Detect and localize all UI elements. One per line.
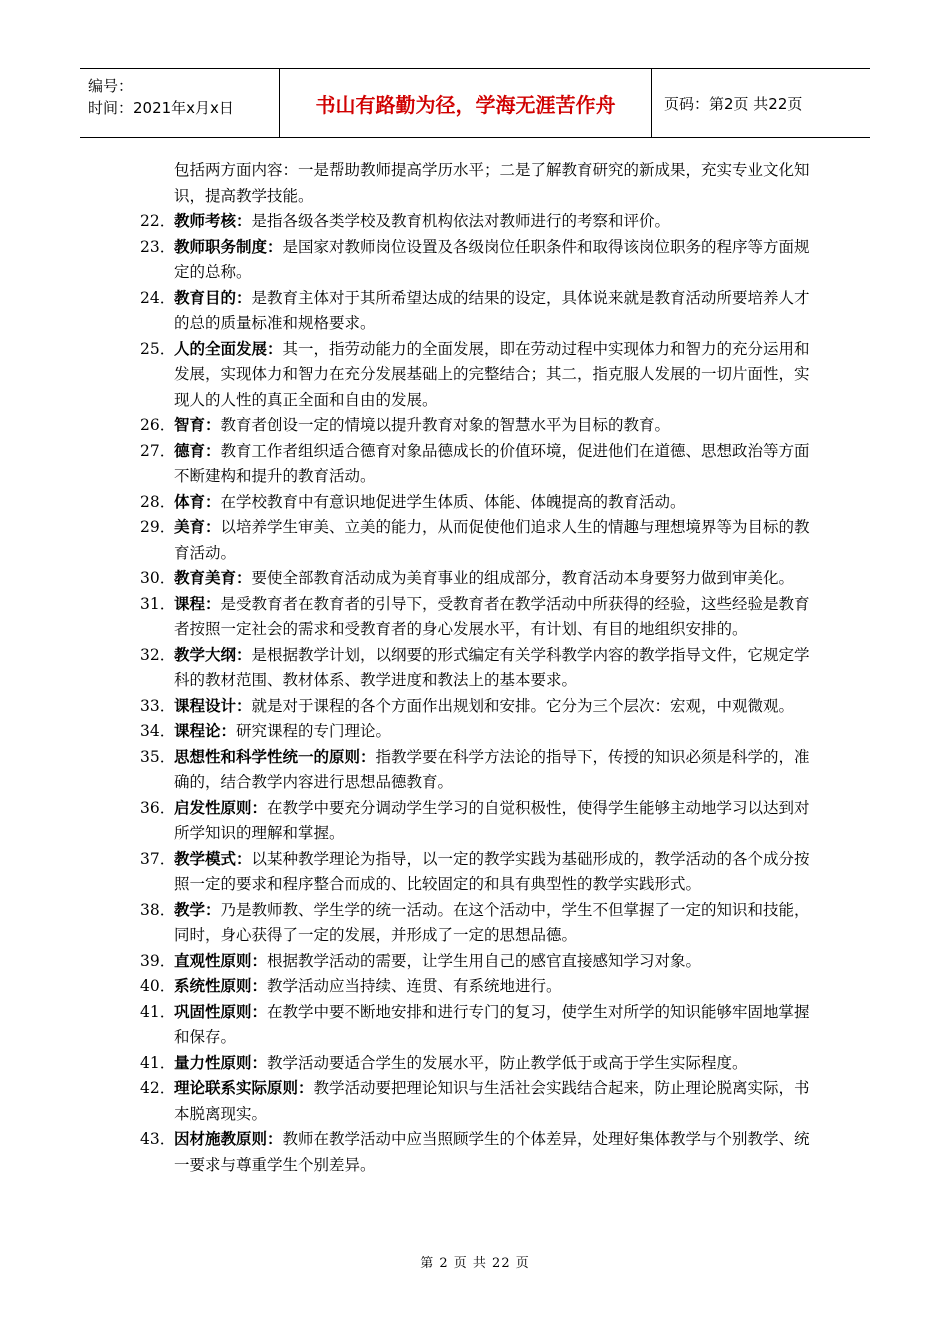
definition-item [140,974,812,1000]
item-number: 41． [140,1002,176,1021]
item-term: 教师职务制度 [174,237,268,256]
definition-item [140,796,812,847]
item-text: 指教学要在科学方法论的指导下，传授的知识必须是科学的，准确的，结合教学内容进行思想品德教育。 [174,747,810,791]
item-number: 38． [140,900,176,919]
item-separator: ： [220,722,237,740]
item-term: 教育美育 [174,569,237,587]
item-number: 39． [140,951,176,970]
item-number: 30． [140,569,176,587]
item-term: 巩固性原则 [174,1002,252,1021]
header-info [80,69,280,137]
item-term: 教师考核 [174,212,237,230]
item-body [174,643,812,694]
item-separator: ： [298,1079,314,1097]
page-footer: 第 2 页 共 22 页 [420,1256,530,1271]
item-body [174,694,812,720]
item-separator: ： [267,237,283,256]
item-text: 是国家对教师岗位设置及各级岗位任职条件和取得该岗位职务的程序等方面规定的总称。 [174,237,810,281]
page-header [80,68,870,138]
item-term: 人的全面发展 [174,339,268,358]
item-term: 教学模式 [174,849,237,868]
item-number: 26． [140,416,176,434]
definition-item [140,235,812,286]
definition-item [140,719,812,745]
item-term: 思想性和科学性统一的原则 [174,747,361,766]
item-term: 因材施教原则 [174,1130,268,1148]
item-separator: ： [360,747,376,766]
definition-list [140,209,812,1178]
item-separator: ： [236,569,252,587]
item-separator: ： [236,645,252,664]
time-label: 时间：2021年x月x日 [88,99,234,117]
item-term: 课程论 [174,722,221,740]
item-body [174,515,812,566]
item-text: 其一，指劳动能力的全面发展，即在劳动过程中实现体力和智力的充分运用和发展，实现体力和智力在充分发展基础上的完整结合；其二，指克服人发展的一切片面性，实现人的人性的真正全面和自由的发展。 [174,339,810,409]
definition-item [140,439,812,490]
item-body [174,592,812,643]
definition-item [140,592,812,643]
item-separator: ： [236,212,252,230]
item-body [174,1051,812,1077]
item-text: 教师在教学活动中应当照顾学生的个体差异，处理好集体教学与个别教学、统一要求与尊重学生个别差异。 [174,1130,810,1174]
definition-item [140,515,812,566]
item-separator: ： [267,1130,283,1148]
item-separator: ： [251,1053,268,1072]
item-body [174,1000,812,1051]
item-text: 根据教学活动的需要，让学生用自己的感官直接感知学习对象。 [267,951,702,970]
definition-item [140,286,812,337]
definition-item [140,694,812,720]
item-body [174,847,812,898]
item-number: 31． [140,594,176,613]
intro-paragraph: 包括两方面内容：一是帮助教师提高学历水平；二是了解教育研究的新成果，充实专业文化知识，提高教学技能。 [174,161,810,205]
item-body [174,719,812,745]
item-body [174,745,812,796]
definition-item [140,337,812,414]
item-text: 是受教育者在教育者的引导下，受教育者在教学活动中所获得的经验，这些经验是教育者按照一定社会的需求和受教育者的身心发展水平，有计划、有目的地组织安排的。 [174,594,810,638]
item-text: 教育者创设一定的情境以提升教育对象的智慧水平为目标的教育。 [220,416,671,434]
item-body [174,235,812,286]
definition-item [140,490,812,516]
definition-item [140,847,812,898]
item-term: 启发性原则 [174,798,252,817]
item-body [174,566,812,592]
item-text: 教育工作者组织适合德育对象品德成长的价值环境，促进他们在道德、思想政治等方面不断建构和提升的教育活动。 [174,441,810,485]
item-text: 教学活动应当持续、连贯、有系统地进行。 [267,977,562,995]
item-text: 在教学中要不断地安排和进行专门的复习，使学生对所学的知识能够牢固地掌握和保存。 [174,1002,810,1046]
item-text: 是教育主体对于其所希望达成的结果的设定，具体说来就是教育活动所要培养人才的总的质量标准和规格要求。 [174,288,810,332]
definition-item [140,643,812,694]
item-text: 教学活动要把理论知识与生活社会实践结合起来，防止理论脱离实际，书本脱离现实。 [174,1079,810,1123]
item-term: 德育 [174,441,206,460]
definition-item [140,209,812,235]
number-label: 编号： [88,77,134,95]
item-text: 以培养学生审美、立美的能力，从而促使他们追求人生的情趣与理想境界等为目标的教育活动。 [174,518,810,562]
item-term: 理论联系实际原则 [174,1079,299,1097]
item-body [174,286,812,337]
header-motto: 书山有路勤为径，学海无涯苦作舟 [280,69,652,137]
item-text: 就是对于课程的各个方面作出规划和安排。它分为三个层次：宏观，中观微观。 [251,696,795,715]
definition-item [140,898,812,949]
item-number: 41． [140,1053,176,1072]
item-text: 是指各级各类学校及教育机构依法对教师进行的考察和评价。 [251,212,671,230]
item-text: 要使全部教育活动成为美育事业的组成部分，教育活动本身要努力做到审美化。 [251,569,795,587]
item-number: 25． [140,339,176,358]
item-body [174,209,812,235]
item-number: 27． [140,441,176,460]
item-number: 22． [140,212,176,230]
item-number: 28． [140,492,176,511]
item-separator: ： [205,416,221,434]
item-number: 40． [140,977,176,995]
item-body [174,439,812,490]
item-text: 是根据教学计划，以纲要的形式编定有关学科教学内容的教学指导文件，它规定学科的教材范围、教材体系、教学进度和教法上的基本要求。 [174,645,810,689]
item-term: 课程 [174,594,206,613]
item-body [174,974,812,1000]
item-body [174,796,812,847]
definition-item [140,1000,812,1051]
definition-item [140,1076,812,1127]
definition-item [140,566,812,592]
item-body [174,337,812,414]
item-number: 42． [140,1079,176,1097]
item-number: 23． [140,237,176,256]
item-number: 32． [140,645,176,664]
item-separator: ： [205,594,221,613]
item-text: 在学校教育中有意识地促进学生体质、体能、体魄提高的教育活动。 [220,492,686,511]
item-separator: ： [236,288,252,307]
definition-item [140,413,812,439]
item-number: 36． [140,798,176,817]
item-separator: ： [251,951,268,970]
definition-item [140,1051,812,1077]
item-separator: ： [267,339,283,358]
item-body [174,490,812,516]
item-separator: ： [251,1002,268,1021]
item-number: 37． [140,849,176,868]
item-term: 系统性原则 [174,977,252,995]
item-body [174,413,812,439]
item-separator: ： [205,518,221,536]
item-number: 43． [140,1130,176,1148]
definition-item [140,745,812,796]
item-separator: ： [251,977,268,995]
item-number: 35． [140,747,176,766]
item-separator: ： [205,900,221,919]
item-separator: ： [236,849,252,868]
item-text: 研究课程的专门理论。 [236,722,392,740]
definition-item [140,1127,812,1178]
item-body [174,949,812,975]
item-number: 29． [140,518,176,536]
item-separator: ： [251,798,268,817]
item-separator: ： [205,492,221,511]
item-term: 课程设计 [174,696,237,715]
item-term: 教学大纲 [174,645,237,664]
item-term: 美育 [174,518,206,536]
item-body [174,1127,812,1178]
item-term: 量力性原则 [174,1053,252,1072]
item-term: 教育目的 [174,288,237,307]
header-page-code: 页码：第2页 共22页 [664,94,803,113]
item-term: 教学 [174,900,206,919]
item-number: 33． [140,696,176,715]
item-number: 24． [140,288,176,307]
item-separator: ： [205,441,221,460]
document-body [140,158,812,1178]
item-body [174,898,812,949]
item-term: 智育 [174,416,206,434]
item-number: 34． [140,722,176,740]
item-text: 乃是教师教、学生学的统一活动。在这个活动中，学生不但掌握了一定的知识和技能，同时，身心获得了一定的发展，并形成了一定的思想品德。 [174,900,810,944]
item-text: 以某种教学理论为指导，以一定的教学实践为基础形成的，教学活动的各个成分按照一定的要求和程序整合而成的、比较固定的和具有典型性的教学实践形式。 [174,849,810,893]
item-separator: ： [236,696,252,715]
definition-item [140,949,812,975]
item-term: 直观性原则 [174,951,252,970]
item-text: 在教学中要充分调动学生学习的自觉积极性，使得学生能够主动地学习以达到对所学知识的理解和掌握。 [174,798,810,842]
item-body [174,1076,812,1127]
item-text: 教学活动要适合学生的发展水平，防止教学低于或高于学生实际程度。 [267,1053,748,1072]
item-term: 体育 [174,492,206,511]
